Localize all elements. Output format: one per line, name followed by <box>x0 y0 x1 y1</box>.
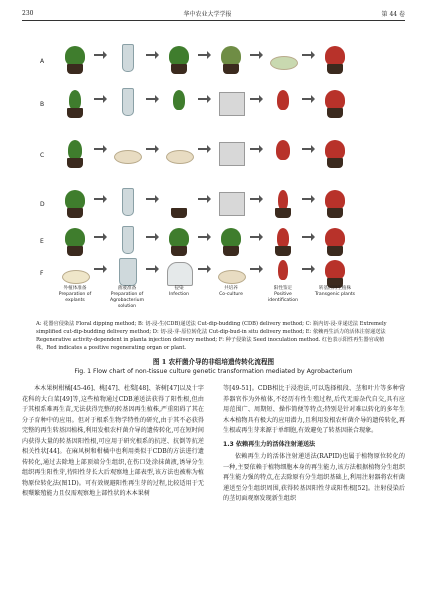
infection-dish <box>164 132 194 170</box>
row-label-b: B <box>40 101 45 108</box>
transgenic-plant <box>320 182 350 220</box>
step-label-positive: 阳性鉴定 Positive identification <box>267 286 299 303</box>
coculture-dish <box>216 252 246 290</box>
vacuum-jar <box>164 252 194 290</box>
positive-seedling <box>268 252 298 290</box>
journal-title: 华中农业大学学报 <box>183 10 232 18</box>
coculture-box <box>216 132 246 170</box>
bacteria-tube <box>112 182 142 220</box>
volume-label: 第 44 卷 <box>381 10 405 18</box>
step-labels <box>60 286 400 316</box>
positive-shoots <box>268 132 298 170</box>
explant-plant <box>60 82 90 120</box>
page-number: 230 <box>22 9 34 17</box>
figure-row-a <box>60 38 400 78</box>
coculture-box <box>216 182 246 220</box>
transgenic-plant <box>320 38 350 76</box>
bacteria-tube <box>112 82 142 120</box>
coculture-plant <box>216 38 246 76</box>
right-paragraph-2: 依赖再生力的活体注射递送法(RAPID)也属于植物原位转化的一种,主要依赖于植物细胞本身的再生能力,该方法根据植物分生组织再生能力强的特点,在去除原有分生组织基础上,利用注射器将农杆菌递送至分生组织周围,获得转基因阳性芽或阳性根[52]。注射侵染后的茎切面观察发现新生组织 <box>223 453 405 502</box>
step-label-coculture: 共培养 Co-culture <box>219 286 243 297</box>
transgenic-plant <box>320 132 350 170</box>
positive-buds <box>268 82 298 120</box>
explant-plant <box>60 132 90 170</box>
page-header <box>22 6 405 20</box>
figure-legend: A: 花器官侵染法 Floral dipping method; B: 切-浸-生(CDB)递送法 Cut-dip-budding (CDB) delivery method; C: 瓶内切-浸-芽递送法 Extremely simplified cut-dip-budding delivery method; D: 切-浸-芽-原位转化法 Cut-dip-bud-in situ delivery method; E: 依赖再生活力的活体注射递送法 Regenerative activity-dependent in planta injection delivery method; F: 种子侵染法 Seed inoculation method. 红色表示阳性再生器官或植株。Red indicates a positive regenerating organ or plant. <box>36 321 387 351</box>
bacteria-tube <box>112 38 142 76</box>
header-rule <box>22 20 405 21</box>
figure-row-c <box>60 132 400 172</box>
left-paragraph: 本木果树柑橘[45-46]、桃[47]、杜梨[48]、茶树[47]以及十字花科的大白菜[49]等,这些植物通过CDB递送法获得了阳性根,但由于其根系难再生苗,无法获得完整的转基因再生植株,严重阻碍了其在分子育种中的应用。但对于根系生物学特性的研究,由于其不必获得完整的再生转基因植株,利用发根农杆菌介导的遗传转化,可在短时间内获得大量的转基因阳性根,可应用于研究根系的抗逆、抗倒等抗逆相关性状[44]。在麻风树和柑橘中也利用类似于CDB的方法进行遗传转化,通过去除地上部顶端分生组织,在伤口处涂抹菌液,诱导分生组织再生阳性芽,待阳性芽长大后观察地上部表型,该方法也被称为植物原位转化法(图1D)。可有效规避阳性再生芽的过程,比较适用于无根蘖繁殖能力且仅需观察地上部性状的木本果树 <box>22 385 204 497</box>
transgenic-plant <box>320 252 350 290</box>
right-paragraph: 等[49-51]。CDB相比于浸泡法,可以选择根段、茎和叶片等多种营养器官作为外植体,不经历有性生殖过程,后代无需杂代自交,具有应用范围广、周期短、操作简便等特点;特别是针对难以转化的多年生木本植物具有极大的应用潜力,且利用发根农杆菌介导的遗传转化,再生根或再生芽来源于单细胞,有效避免了转基因嵌合现象。 <box>223 385 405 434</box>
step-label-transgenic: 转基因再生植株 Transgenic plants <box>314 286 356 297</box>
row-label-d: D <box>40 201 45 208</box>
cut-stump <box>164 182 194 220</box>
figure-caption-en: Fig. 1 Flow chart of non-tissue culture genetic transformation mediated by Agrobacterium <box>74 368 353 375</box>
cut-explant <box>164 82 194 120</box>
right-column <box>223 384 405 505</box>
positive-seedlings <box>268 38 298 76</box>
positive-bud <box>268 182 298 220</box>
row-label-a: A <box>40 58 45 65</box>
figure-caption-zh: 图 1 农杆菌介导的非组培遗传转化流程图 <box>152 358 275 366</box>
figure-row-b <box>60 82 400 122</box>
row-label-e: E <box>40 238 44 245</box>
row-label-c: C <box>40 152 45 159</box>
figure-row-d <box>60 182 400 222</box>
dipping-plant <box>164 38 194 76</box>
transgenic-plant <box>320 82 350 120</box>
step-label-explants: 外植体准备 Preparation of explants <box>58 286 92 303</box>
culture-dish <box>112 132 142 170</box>
bacteria-flask <box>112 252 142 290</box>
section-title: 1.3 依赖再生力的活体注射递送法 <box>223 440 316 448</box>
row-label-f: F <box>40 270 44 277</box>
step-label-infection: 侵染 Infection <box>168 286 190 297</box>
coculture-box <box>216 82 246 120</box>
explant-plant <box>60 38 90 76</box>
explant-plant <box>60 182 90 220</box>
step-label-agrobacterium: 菌液准备 Preparation of Agrobacterium solution <box>109 286 145 309</box>
left-column <box>22 384 204 500</box>
seeds <box>60 252 90 290</box>
